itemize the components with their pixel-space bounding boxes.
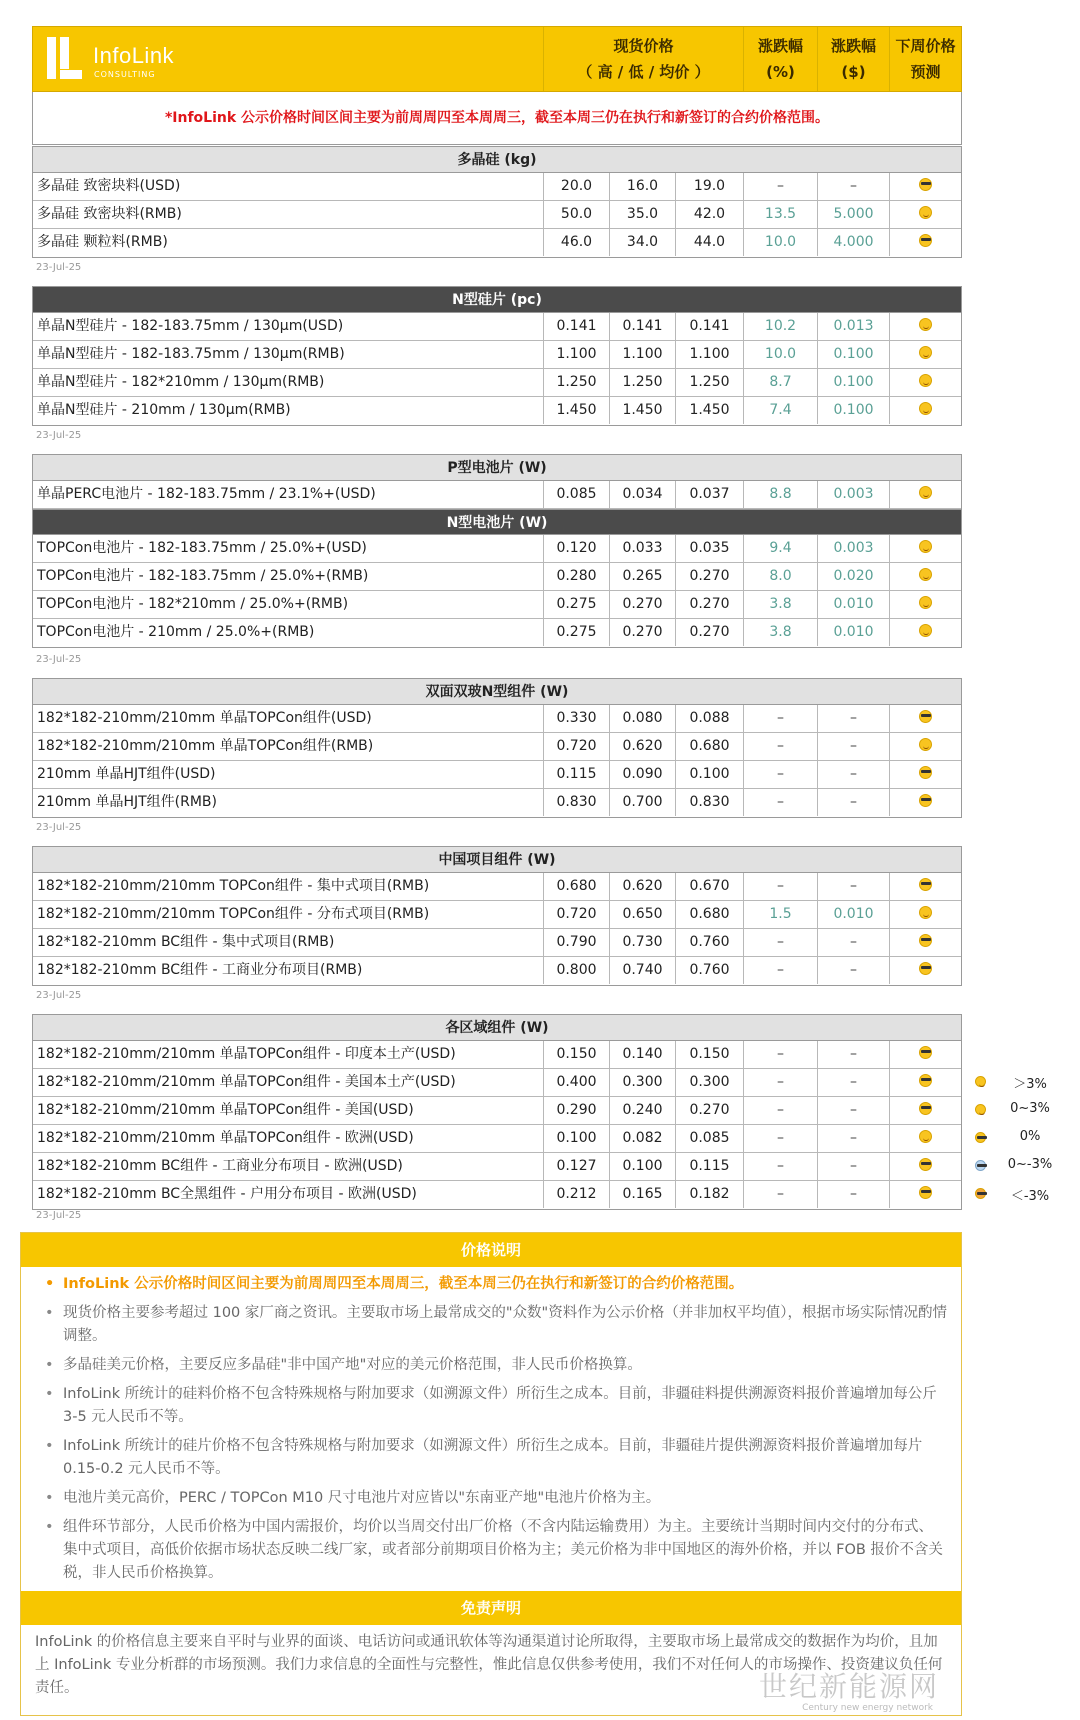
table-row [33,901,961,929]
smile-face-icon [919,906,932,919]
date-stamp: 23-Jul-25 [36,430,82,441]
smile-face-icon [919,568,932,581]
price-high: 0.100 [543,1125,609,1152]
header-pct: 涨跌幅 (%) [743,27,817,91]
price-high: 50.0 [543,201,609,228]
price-avg: 0.270 [675,1097,743,1124]
price-low: 0.620 [609,873,675,900]
forecast-cell [889,1181,961,1208]
price-high: 0.830 [543,789,609,816]
change-usd: – [817,929,889,956]
table-row [33,201,961,229]
product-name: TOPCon电池片 - 182-183.75mm / 25.0%+(USD) [37,540,367,556]
explanation-item: • 多晶硅美元价格，主要反应多晶硅"非中国产地"对应的美元价格范围，非人民币价格换算。 [35,1354,947,1377]
table-row [33,173,961,201]
smile-face-icon [919,624,932,637]
price-high: 1.450 [543,397,609,424]
table-row [33,1041,961,1069]
explanation-item: • InfoLink 所统计的硅料价格不包含特殊规格与附加要求（如溯源文件）所衍生之成本。目前，非疆硅料提供溯源资料报价普遍增加每公斤 3-5 元人民币不等。 [35,1383,947,1429]
product-name: 多晶硅 致密块料(RMB) [37,206,182,222]
change-usd: – [817,873,889,900]
change-usd: – [817,173,889,200]
price-avg: 0.830 [675,789,743,816]
change-usd: – [817,1041,889,1068]
product-name: 182*182-210mm/210mm 单晶TOPCon组件 - 美国(USD) [37,1102,414,1118]
header-forecast: 下周价格 预测 [889,27,961,91]
price-avg: 44.0 [675,229,743,256]
sad-face-icon [975,1188,986,1199]
change-pct: – [743,761,817,788]
product-name: TOPCon电池片 - 210mm / 25.0%+(RMB) [37,624,315,640]
sunglasses-face-icon [919,234,932,247]
price-low: 0.082 [609,1125,675,1152]
table-row [33,929,961,957]
table-row [33,563,961,591]
change-usd: 0.100 [817,341,889,368]
price-low: 1.100 [609,341,675,368]
price-avg: 1.250 [675,369,743,396]
forecast-cell [889,1069,961,1096]
forecast-cell [889,1097,961,1124]
section-title: N型电池片 (W) [33,509,961,535]
section-title: 中国项目组件 (W) [33,847,961,873]
price-table-section [32,678,962,818]
price-high: 0.400 [543,1069,609,1096]
price-high: 0.330 [543,705,609,732]
change-usd: 0.003 [817,535,889,562]
smile-face-icon [919,486,932,499]
product-name: 单晶PERC电池片 - 182-183.75mm / 23.1%+(USD) [37,486,376,502]
forecast-cell [889,1125,961,1152]
sunglasses-face-icon [919,1102,932,1115]
explanation-item: • 现货价格主要参考超过 100 家厂商之资讯。主要取市场上最常成交的"众数"资料作为公示价格（并非加权平均值），根据市场实际情况酌情调整。 [35,1302,947,1348]
sunglasses-face-icon [919,1074,932,1087]
sunglasses-face-icon [919,1186,932,1199]
change-usd: 0.100 [817,397,889,424]
change-usd: – [817,1069,889,1096]
price-high: 0.280 [543,563,609,590]
forecast-cell [889,789,961,816]
price-low: 0.265 [609,563,675,590]
sunglasses-face-icon [919,1046,932,1059]
change-pct: 8.0 [743,563,817,590]
neutral-face-icon [975,1132,986,1143]
price-high: 20.0 [543,173,609,200]
price-low: 1.450 [609,397,675,424]
legend-item: ＞3% [970,1068,1070,1096]
price-avg: 0.680 [675,901,743,928]
section-title: 各区域组件 (W) [33,1015,961,1041]
price-avg: 0.141 [675,313,743,340]
price-avg: 0.088 [675,705,743,732]
change-usd: 0.003 [817,481,889,508]
product-name: 182*182-210mm BC全黑组件 - 户用分布项目 - 欧洲(USD) [37,1186,417,1202]
price-avg: 1.450 [675,397,743,424]
change-pct: – [743,1125,817,1152]
smile-face-icon [919,540,932,553]
table-row [33,313,961,341]
product-name: TOPCon电池片 - 182*210mm / 25.0%+(RMB) [37,596,349,612]
change-pct: – [743,1041,817,1068]
change-usd: 0.013 [817,313,889,340]
change-usd: 0.010 [817,619,889,646]
header-usd: 涨跌幅 ($) [817,27,889,91]
price-high: 46.0 [543,229,609,256]
price-avg: 0.270 [675,619,743,646]
forecast-cell [889,173,961,200]
change-pct: – [743,705,817,732]
change-pct: 8.8 [743,481,817,508]
legend-item: ＜-3% [970,1180,1070,1208]
sunglasses-face-icon [919,766,932,779]
product-name: 单晶N型硅片 - 182*210mm / 130μm(RMB) [37,374,325,390]
watermark-sub: Century new energy network [802,1703,933,1713]
grin-face-icon [975,1076,986,1087]
price-table-section [32,846,962,986]
section-title: P型电池片 (W) [33,455,961,481]
watermark: 世纪新能源网 [758,1670,939,1703]
price-high: 0.127 [543,1153,609,1180]
explanation-item: • InfoLink 公示价格时间区间主要为前周周四至本周周三，截至本周三仍在执行和新签订的合约价格范围。 [35,1273,947,1296]
table-row [33,1097,961,1125]
price-high: 0.120 [543,535,609,562]
price-low: 0.100 [609,1153,675,1180]
section-title: 多晶硅 (kg) [33,147,961,173]
price-avg: 42.0 [675,201,743,228]
price-high: 0.275 [543,591,609,618]
date-stamp: 23-Jul-25 [36,262,82,273]
price-low: 0.165 [609,1181,675,1208]
price-low: 34.0 [609,229,675,256]
product-name: 210mm 单晶HJT组件(RMB) [37,794,217,810]
forecast-cell [889,201,961,228]
price-high: 0.150 [543,1041,609,1068]
forecast-cell [889,369,961,396]
product-name: 单晶N型硅片 - 182-183.75mm / 130μm(USD) [37,318,344,334]
product-name: 多晶硅 致密块料(USD) [37,178,181,194]
forecast-cell [889,957,961,984]
forecast-cell [889,535,961,562]
price-low: 0.080 [609,705,675,732]
change-usd: – [817,1153,889,1180]
price-low: 16.0 [609,173,675,200]
table-row [33,733,961,761]
explanation-list [21,1267,961,1585]
product-name: 210mm 单晶HJT组件(USD) [37,766,216,782]
price-low: 0.300 [609,1069,675,1096]
price-avg: 0.037 [675,481,743,508]
table-row [33,535,961,563]
change-pct: 10.0 [743,341,817,368]
price-low: 0.141 [609,313,675,340]
logo-sub: CONSULTING [94,70,156,79]
explanation-item: • 组件环节部分，人民币价格为中国内需报价，均价以当周交付出厂价格（不含内陆运输费用）为主。主要统计当期时间内交付的分布式、集中式项目，高低价依据市场状态反映二线厂家，或者部分前期项目价格为主；美元价格为非中国地区的海外价格，并以 FOB 报价不含关税，非人民币价格换算。 [35,1516,947,1585]
product-name: 182*182-210mm/210mm TOPCon组件 - 集中式项目(RMB) [37,878,430,894]
table-row [33,957,961,985]
smile-face-icon [919,402,932,415]
table-row [33,481,961,509]
price-low: 35.0 [609,201,675,228]
change-usd: 5.000 [817,201,889,228]
product-name: 182*182-210mm BC组件 - 工商业分布项目(RMB) [37,962,363,978]
sunglasses-face-icon [919,710,932,723]
price-avg: 0.300 [675,1069,743,1096]
legend-item: 0~3% [970,1096,1070,1124]
forecast-cell [889,733,961,760]
price-high: 0.141 [543,313,609,340]
table-row [33,873,961,901]
smile-face-icon [919,738,932,751]
price-avg: 0.270 [675,563,743,590]
change-pct: – [743,733,817,760]
price-low: 0.270 [609,591,675,618]
forecast-cell [889,229,961,256]
table-row [33,229,961,257]
disclaimer-title: 免责声明 [21,1591,961,1625]
forecast-cell [889,1041,961,1068]
change-usd: 0.010 [817,901,889,928]
change-pct: 13.5 [743,201,817,228]
price-low: 0.033 [609,535,675,562]
change-pct: – [743,1153,817,1180]
date-stamp: 23-Jul-25 [36,822,82,833]
change-pct: – [743,1097,817,1124]
price-low: 0.090 [609,761,675,788]
smile-face-icon [919,596,932,609]
forecast-cell [889,481,961,508]
smile-face-icon [919,374,932,387]
logo-name: InfoLink [93,43,175,68]
product-name: TOPCon电池片 - 182-183.75mm / 25.0%+(RMB) [37,568,369,584]
price-low: 0.270 [609,619,675,646]
price-avg: 0.760 [675,957,743,984]
price-table-section [32,286,962,426]
sunglasses-face-icon [919,178,932,191]
sunglasses-face-icon [919,934,932,947]
table-row [33,341,961,369]
forecast-cell [889,873,961,900]
price-low: 0.730 [609,929,675,956]
sunglasses-face-icon [919,962,932,975]
price-high: 1.100 [543,341,609,368]
product-name: 182*182-210mm BC组件 - 集中式项目(RMB) [37,934,335,950]
section-title: 双面双玻N型组件 (W) [33,679,961,705]
table-row [33,705,961,733]
product-name: 182*182-210mm/210mm 单晶TOPCon组件 - 欧洲(USD) [37,1130,414,1146]
sunglasses-face-icon [919,1158,932,1171]
sunglasses-face-icon [919,878,932,891]
table-row [33,1069,961,1097]
product-name: 182*182-210mm/210mm 单晶TOPCon组件 - 印度本土产(USD) [37,1046,456,1062]
change-usd: – [817,761,889,788]
product-name: 多晶硅 颗粒料(RMB) [37,234,168,250]
change-pct: 7.4 [743,397,817,424]
product-name: 182*182-210mm/210mm 单晶TOPCon组件(RMB) [37,738,374,754]
change-pct: 10.0 [743,229,817,256]
explanation-item: • InfoLink 所统计的硅片价格不包含特殊规格与附加要求（如溯源文件）所衍生之成本。目前，非疆硅片提供溯源资料报价普遍增加每片 0.15-0.2 元人民币不等。 [35,1435,947,1481]
change-usd: – [817,733,889,760]
change-pct: 3.8 [743,591,817,618]
price-high: 0.680 [543,873,609,900]
change-pct: 1.5 [743,901,817,928]
forecast-cell [889,901,961,928]
section-title: N型硅片 (pc) [33,287,961,313]
table-row [33,397,961,425]
forecast-cell [889,1153,961,1180]
forecast-legend [970,1068,1070,1208]
product-name: 182*182-210mm BC组件 - 工商业分布项目 - 欧洲(USD) [37,1158,403,1174]
price-avg: 0.085 [675,1125,743,1152]
table-row [33,1125,961,1153]
table-row [33,789,961,817]
header-price: 现货价格 （ 高 / 低 / 均价 ） [543,27,743,91]
price-low: 0.700 [609,789,675,816]
change-pct: – [743,1181,817,1208]
price-low: 1.250 [609,369,675,396]
price-avg: 19.0 [675,173,743,200]
logo-mark-icon [47,37,81,79]
price-avg: 0.182 [675,1181,743,1208]
smile-face-icon [919,1130,932,1143]
change-usd: – [817,1181,889,1208]
change-usd: – [817,1125,889,1152]
price-avg: 0.680 [675,733,743,760]
smile-face-icon [919,318,932,331]
table-row [33,761,961,789]
smile-face-icon [919,206,932,219]
change-pct: 9.4 [743,535,817,562]
price-low: 0.620 [609,733,675,760]
change-usd: – [817,705,889,732]
forecast-cell [889,705,961,732]
price-high: 0.085 [543,481,609,508]
change-usd: 0.020 [817,563,889,590]
sunglasses-face-icon [919,794,932,807]
explanation-panel [20,1232,962,1716]
price-low: 0.650 [609,901,675,928]
change-pct: – [743,957,817,984]
forecast-cell [889,929,961,956]
forecast-cell [889,341,961,368]
change-pct: – [743,873,817,900]
date-stamp: 23-Jul-25 [36,1210,82,1221]
forecast-cell [889,563,961,590]
price-table-section [32,1014,962,1210]
forecast-cell [889,761,961,788]
price-high: 1.250 [543,369,609,396]
change-usd: 4.000 [817,229,889,256]
price-avg: 0.115 [675,1153,743,1180]
price-avg: 0.100 [675,761,743,788]
price-high: 0.115 [543,761,609,788]
table-row [33,1153,961,1181]
price-avg: 0.270 [675,591,743,618]
explanation-item: • 电池片美元高价，PERC / TOPCon M10 尺寸电池片对应皆以"东南亚产地"电池片价格为主。 [35,1487,947,1510]
price-high: 0.720 [543,901,609,928]
price-table-section [32,146,962,258]
product-name: 182*182-210mm/210mm TOPCon组件 - 分布式项目(RMB) [37,906,430,922]
change-usd: – [817,789,889,816]
price-avg: 1.100 [675,341,743,368]
price-high: 0.290 [543,1097,609,1124]
product-name: 单晶N型硅片 - 182-183.75mm / 130μm(RMB) [37,346,345,362]
legend-item: 0~-3% [970,1152,1070,1180]
price-high: 0.275 [543,619,609,646]
change-usd: 0.010 [817,591,889,618]
change-pct: – [743,1069,817,1096]
change-pct: 10.2 [743,313,817,340]
table-row [33,369,961,397]
smile-face-icon [975,1104,986,1115]
change-usd: – [817,1097,889,1124]
change-pct: – [743,789,817,816]
table-header [32,26,962,92]
price-avg: 0.150 [675,1041,743,1068]
change-usd: – [817,957,889,984]
price-low: 0.140 [609,1041,675,1068]
product-name: 182*182-210mm/210mm 单晶TOPCon组件 - 美国本土产(USD) [37,1074,456,1090]
price-low: 0.034 [609,481,675,508]
disclaimer-text: InfoLink 的价格信息主要来自平时与业界的面谈、电话访问或通讯软体等沟通渠道讨论所取得，主要取市场上最常成交的数据作为均价，且加上 InfoLink 专业分析群的市场预测。我们力求信息的全面性与完整性，惟此信息仅供参考使用，我们不对任何人的市场操作、投资建议负任何责任。 [35,1634,943,1696]
price-high: 0.212 [543,1181,609,1208]
date-stamp: 23-Jul-25 [36,654,82,665]
price-low: 0.740 [609,957,675,984]
price-low: 0.240 [609,1097,675,1124]
change-pct: – [743,173,817,200]
price-table-section [32,454,962,648]
worried-face-icon [975,1160,986,1171]
product-name: 182*182-210mm/210mm 单晶TOPCon组件(USD) [37,710,372,726]
price-avg: 0.670 [675,873,743,900]
forecast-cell [889,397,961,424]
table-row [33,1181,961,1209]
change-usd: 0.100 [817,369,889,396]
table-row [33,591,961,619]
change-pct: – [743,929,817,956]
product-name: 单晶N型硅片 - 210mm / 130μm(RMB) [37,402,291,418]
header-note: *InfoLink 公示价格时间区间主要为前周周四至本周周三，截至本周三仍在执行和新签订的合约价格范围。 [32,92,962,145]
explanation-title: 价格说明 [21,1233,961,1267]
forecast-cell [889,619,961,646]
price-high: 0.800 [543,957,609,984]
price-high: 0.720 [543,733,609,760]
date-stamp: 23-Jul-25 [36,990,82,1001]
legend-item: 0% [970,1124,1070,1152]
forecast-cell [889,313,961,340]
table-row [33,619,961,647]
change-pct: 3.8 [743,619,817,646]
forecast-cell [889,591,961,618]
change-pct: 8.7 [743,369,817,396]
price-avg: 0.035 [675,535,743,562]
smile-face-icon [919,346,932,359]
price-high: 0.790 [543,929,609,956]
price-avg: 0.760 [675,929,743,956]
infolink-logo [47,37,175,83]
